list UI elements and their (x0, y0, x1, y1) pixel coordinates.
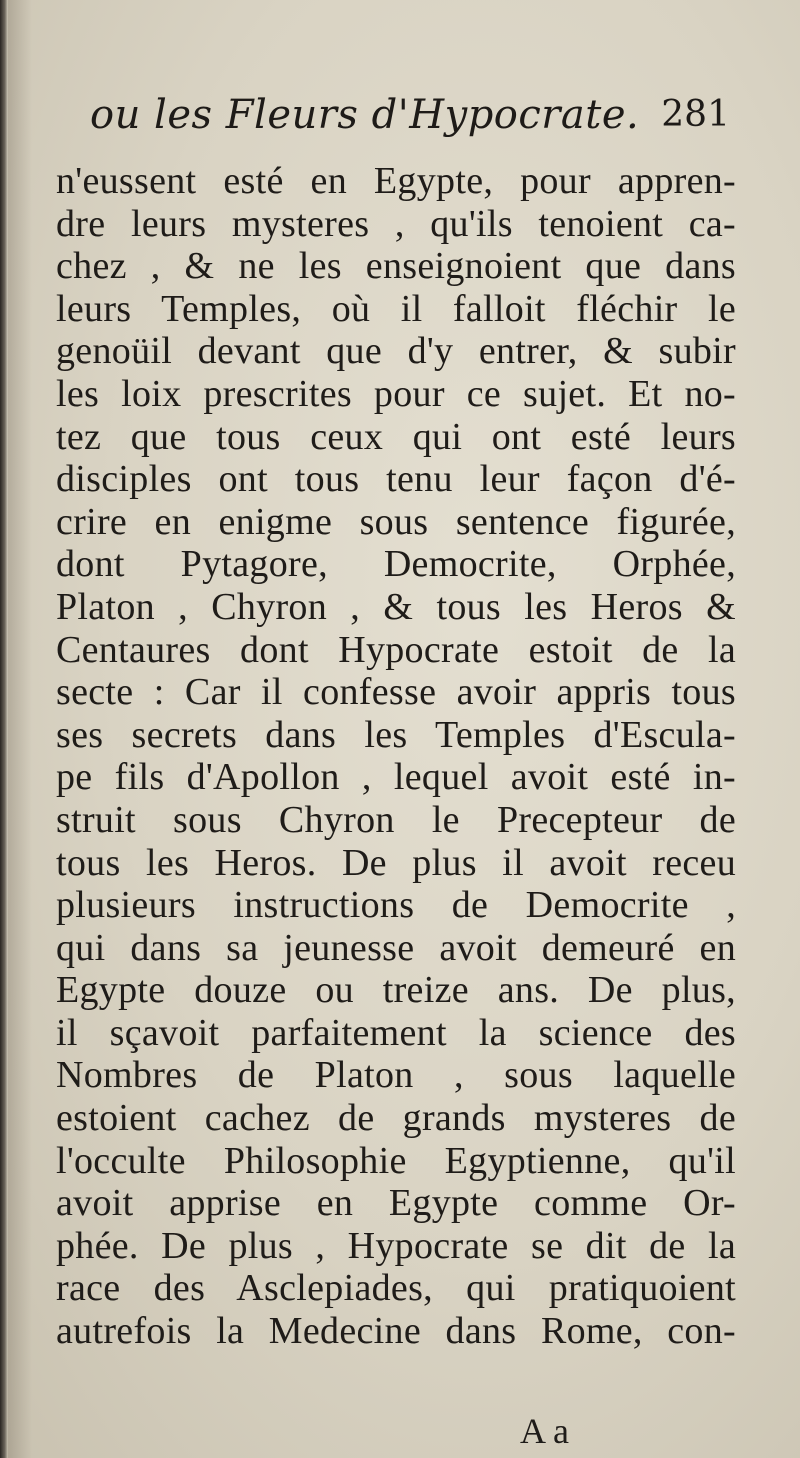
text-line: pe fils d'Apollon , lequel avoit esté in- (56, 756, 736, 799)
text-line: n'eussent esté en Egypte, pour appren- (56, 160, 736, 202)
text-line: race des Asclepiades, qui pratiquoient (56, 1267, 736, 1310)
body-text (56, 160, 736, 1353)
text-line: tous les Heros. De plus il avoit receu (56, 841, 736, 884)
text-line: phée. De plus , Hypocrate se dit de la (56, 1224, 736, 1267)
text-line: Platon , Chyron , & tous les Heros & (56, 585, 736, 628)
text-line: disciples ont tous tenu leur façon d'é- (56, 458, 736, 501)
page-number: 281 (661, 94, 730, 135)
text-line: struit sous Chyron le Precepteur de (56, 798, 736, 841)
text-line: dont Pytagore, Democrite, Orphée, (56, 543, 736, 586)
running-title: ou les Fleurs d'Hypocrate. (90, 92, 640, 138)
text-line: genoüil devant que d'y entrer, & subir (56, 330, 736, 373)
signature-mark: A a (520, 1411, 569, 1451)
text-line: avoit apprise en Egypte comme Or- (56, 1182, 736, 1225)
text-line: crire en enigme sous sentence figurée, (56, 500, 736, 543)
text-line: les loix prescrites pour ce sujet. Et no- (56, 372, 736, 415)
text-line: l'occulte Philosophie Egyptienne, qu'il (56, 1139, 736, 1182)
text-line: leurs Temples, où il falloit fléchir le (56, 287, 736, 330)
text-line: plusieurs instructions de Democrite , (56, 884, 736, 927)
text-line: Centaures dont Hypocrate estoit de la (56, 628, 736, 671)
text-line: autrefois la Medecine dans Rome, con- (56, 1310, 736, 1353)
text-line: chez , & ne les enseignoient que dans (56, 245, 736, 288)
text-line: il sçavoit parfaitement la science des (56, 1011, 736, 1054)
text-line: tez que tous ceux qui ont esté leurs (56, 415, 736, 458)
text-line: qui dans sa jeunesse avoit demeuré en (56, 926, 736, 969)
text-line: estoient cachez de grands mysteres de (56, 1097, 736, 1140)
text-line: Nombres de Platon , sous laquelle (56, 1054, 736, 1097)
page-header (90, 92, 730, 152)
text-line: Egypte douze ou treize ans. De plus, (56, 969, 736, 1012)
text-line: dre leurs mysteres , qu'ils tenoient ca- (56, 202, 736, 245)
book-spine (0, 0, 8, 1458)
text-line: ses secrets dans les Temples d'Escula- (56, 713, 736, 756)
gutter-shadow (8, 0, 32, 1458)
text-line: secte : Car il confesse avoir appris tous (56, 671, 736, 714)
